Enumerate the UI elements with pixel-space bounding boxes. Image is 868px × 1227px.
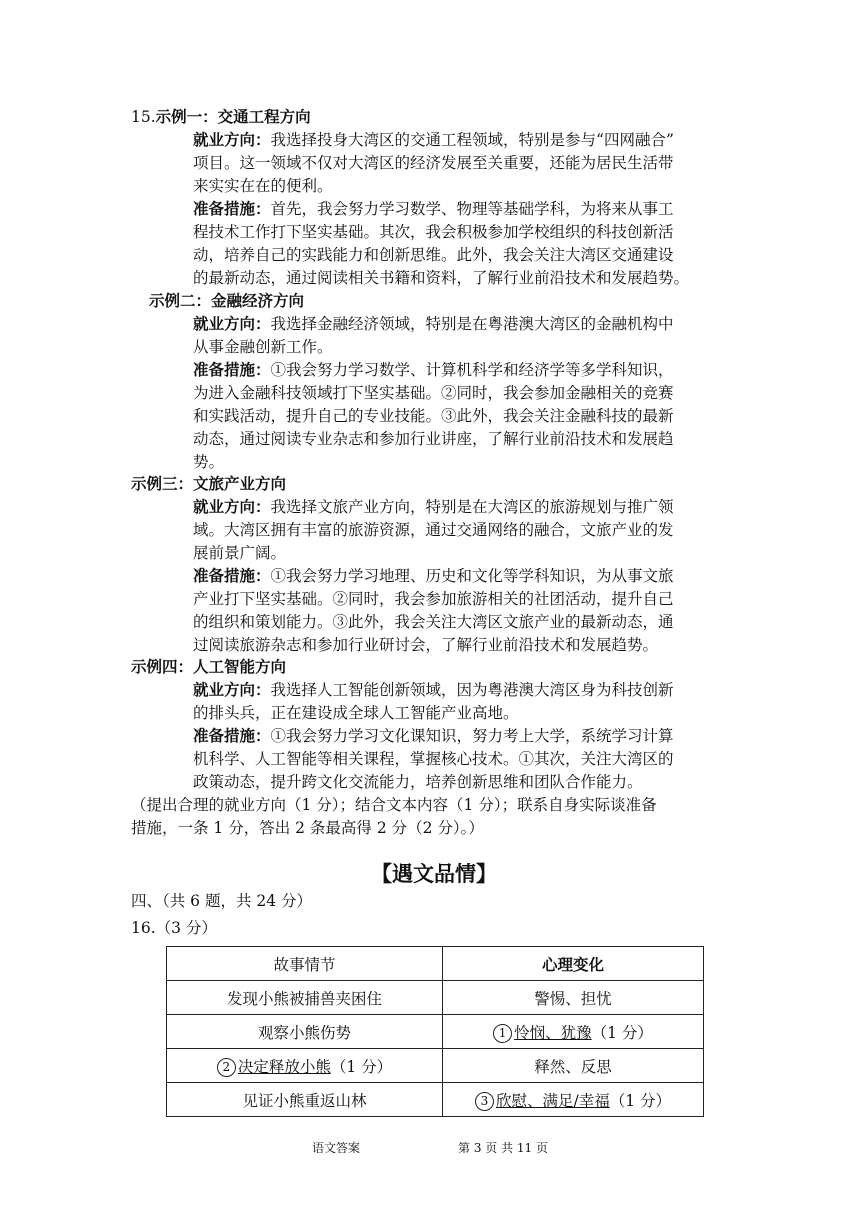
- footer-page-number: 第 3 页 共 11 页: [458, 1141, 548, 1155]
- ex2-prep-text: 动态，通过阅读专业杂志和参加行业讲座，了解行业前沿技术和发展趋: [193, 430, 674, 448]
- part-heading: 四、（共 6 题，共 24 分）: [131, 892, 313, 910]
- scoring-note: （提出合理的就业方向（1 分）；结合文本内容（1 分）；联系自身实际谈准备: [131, 796, 657, 814]
- table-row: [167, 1083, 704, 1117]
- footer-subject: 语文答案: [312, 1141, 361, 1155]
- ex2-direction-line: 就业方向：我选择金融经济领域，特别是在粤港澳大湾区的金融机构中: [193, 315, 674, 333]
- feeling-cell: 释然、反思: [443, 1049, 704, 1083]
- ex2-prep-text: 为进入金融科技领域打下坚实基础。②同时，我会参加金融相关的竞赛: [193, 384, 674, 402]
- table-row: [167, 981, 704, 1015]
- feeling-cell: [443, 1083, 704, 1117]
- ex1-direction-line: 就业方向：我选择投身大湾区的交通工程领域，特别是参与“四网融合”: [193, 131, 674, 149]
- ex2-prep-line: 准备措施：①我会努力学习数学、计算机科学和经济学等多学科知识，: [193, 361, 674, 379]
- ex2-direction-text: 从事金融创新工作。: [193, 338, 333, 356]
- ex1-prep-text: 动，培养自己的实践能力和创新思维。此外，我会关注大湾区交通建设: [193, 246, 674, 264]
- ex4-prep-text: 机科学、人工智能等相关课程，掌握核心技术。①其次，关注大湾区的: [193, 750, 674, 768]
- plot-cell: [167, 1049, 443, 1083]
- score-text: （1 分）: [591, 1023, 653, 1042]
- ex3-prep-text: 产业打下坚实基础。②同时，我会参加旅游相关的社团活动，提升自己: [193, 590, 674, 608]
- answer-text: 怜悯、犹豫: [514, 1023, 592, 1042]
- ex3-prep-text: 过阅读旅游杂志和参加行业研讨会，了解行业前沿技术和发展趋势。: [193, 636, 659, 654]
- ex1-direction-text: 项目。这一领域不仅对大湾区的经济发展至关重要，还能为居民生活带: [193, 154, 674, 172]
- ex3-prep-line: 准备措施：①我会努力学习地理、历史和文化等学科知识，为从事文旅: [193, 567, 674, 585]
- q15-ex3-title: 示例三：文旅产业方向: [131, 475, 287, 493]
- feeling-cell: 警惕、担忧: [443, 981, 704, 1015]
- circled-number-2: 2: [217, 1058, 236, 1077]
- q15-ex2-title: 示例二：金融经济方向: [149, 292, 305, 310]
- column-header-feeling: 心理变化: [443, 947, 704, 981]
- story-feeling-table: [166, 946, 704, 1117]
- section-title: 【遇文品情】: [371, 862, 497, 886]
- table-header-row: [167, 947, 704, 981]
- table-row: [167, 1015, 704, 1049]
- ex3-prep-text: 的组织和策划能力。③此外，我会关注大湾区文旅产业的最新动态，通: [193, 613, 674, 631]
- ex3-direction-text: 展前景广阔。: [193, 544, 287, 562]
- q15-ex1-title: 15.示例一：交通工程方向: [131, 108, 311, 126]
- ex1-prep-text: 的最新动态，通过阅读相关书籍和资料，了解行业前沿技术和发展趋势。: [193, 269, 690, 287]
- score-text: （1 分）: [330, 1057, 393, 1076]
- table-row: [167, 1049, 704, 1083]
- scoring-note: 措施，一条 1 分，答出 2 条最高得 2 分（2 分）。）: [131, 819, 484, 837]
- ex2-prep-text: 和实践活动，提升自己的专业技能。③此外，我会关注金融科技的最新: [193, 407, 674, 425]
- plot-cell: 见证小熊重返山林: [167, 1083, 443, 1117]
- ex1-prep-text: 程技术工作打下坚实基础。其次，我会积极参加学校组织的科技创新活: [193, 223, 674, 241]
- ex3-direction-line: 就业方向：我选择文旅产业方向，特别是在大湾区的旅游规划与推广领: [193, 498, 674, 516]
- ex4-direction-text: 的排头兵，正在建设成全球人工智能产业高地。: [193, 704, 519, 722]
- ex1-direction-text: 来实实在在的便利。: [193, 177, 333, 195]
- plot-cell: 观察小熊伤势: [167, 1015, 443, 1049]
- ex2-prep-text: 势。: [193, 453, 225, 471]
- answer-text: 欣慰、满足/幸福: [495, 1091, 610, 1110]
- plot-cell: 发现小熊被捕兽夹困住: [167, 981, 443, 1015]
- circled-number-1: 1: [493, 1024, 512, 1043]
- ex3-direction-text: 域。大湾区拥有丰富的旅游资源，通过交通网络的融合，文旅产业的发: [193, 521, 674, 539]
- feeling-cell: [443, 1015, 704, 1049]
- column-header-plot: 故事情节: [167, 947, 443, 981]
- ex4-prep-text: 政策动态，提升跨文化交流能力，培养创新思维和团队合作能力。: [193, 773, 643, 791]
- question-16-heading: 16.（3 分）: [131, 919, 217, 937]
- answer-text: 决定释放小熊: [237, 1057, 331, 1076]
- ex4-prep-line: 准备措施：①我会努力学习文化课知识，努力考上大学，系统学习计算: [193, 727, 674, 745]
- score-text: （1 分）: [609, 1091, 672, 1110]
- circled-number-3: 3: [475, 1092, 494, 1111]
- q15-ex4-title: 示例四：人工智能方向: [131, 658, 287, 676]
- ex4-direction-line: 就业方向：我选择人工智能创新领域，因为粤港澳大湾区身为科技创新: [193, 681, 674, 699]
- ex1-prep-line: 准备措施：首先，我会努力学习数学、物理等基础学科，为将来从事工: [193, 200, 674, 218]
